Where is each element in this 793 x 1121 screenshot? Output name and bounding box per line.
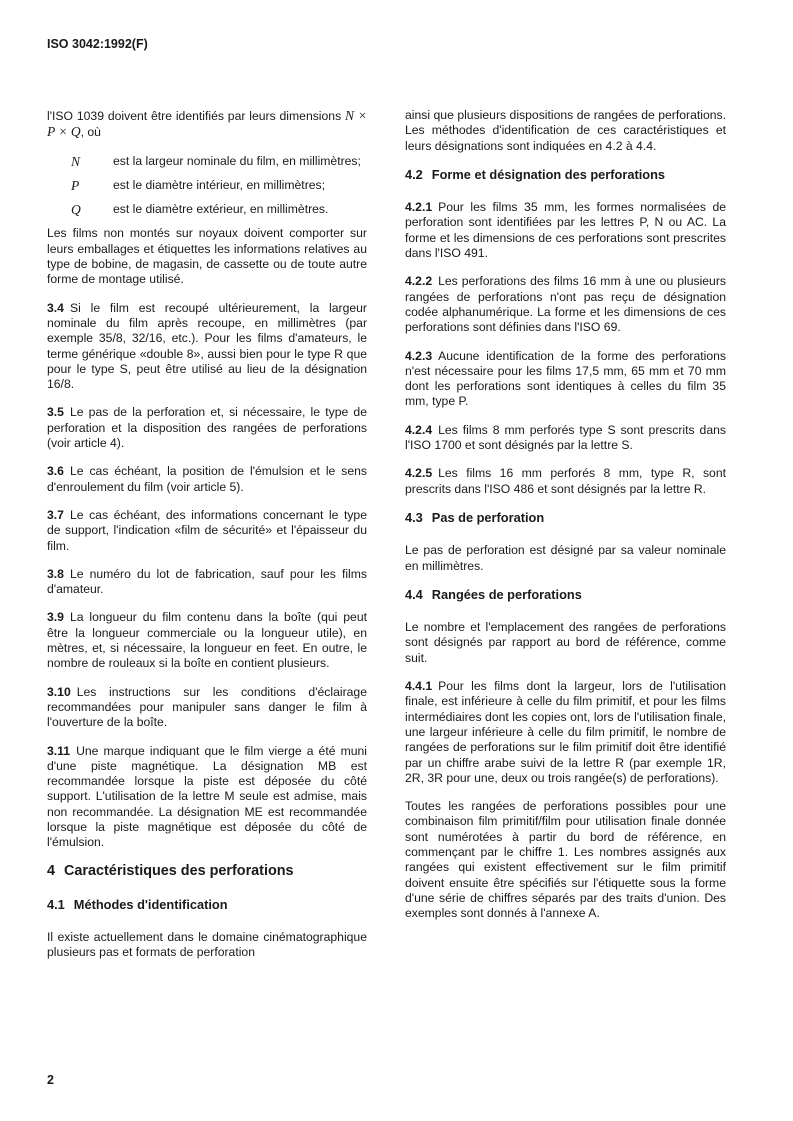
final-paragraph: Toutes les rangées de perforations possibles pour une combinaison film primitif/film pour utilisation finale donnée sont numérotées à partir du bord de référence, en commençant par le chiffre 1. Les nombres assignés aux rangées qui existent effectivement sur le film primitif doivent ensuite être spécifiés sur l'étiquette sous la forme d'une série de chiffres séparés par des traits d'union. Des exemples sont donnés à l'annexe A. bbox=[405, 799, 726, 921]
unmounted-films-paragraph: Les films non montés sur noyaux doivent comporter sur leurs emballages et étiquettes les informations relatives au type de bobine, de magasin, de cassette ou de toute autre forme de montage utilisé. bbox=[47, 226, 367, 287]
section-4-3-heading: 4.3 Pas de perforation bbox=[405, 509, 545, 525]
section-4-1-text: Il existe actuellement dans le domaine cinématographique plusieurs pas et formats de perforation bbox=[47, 930, 367, 960]
definition-text: est le diamètre intérieur, en millimètres; bbox=[113, 177, 326, 192]
clause-3-7: 3.7 Le cas échéant, des informations concernant le type de support, l'indication «film de sécurité» et l'épaisseur du film. bbox=[47, 507, 367, 553]
left-column bbox=[47, 108, 367, 974]
clause-4-2-1: 4.2.1 Pour les films 35 mm, les formes normalisées de perforation sont identifiées par les lettres P, N ou AC. La forme et les dimensions de ces perforations sont prescrites dans l'ISO 491. bbox=[405, 200, 726, 261]
clause-4-2-5: 4.2.5 Les films 16 mm perforés 8 mm, type R, sont prescrits dans l'ISO 486 et sont désignés par la lettre R. bbox=[405, 466, 726, 496]
continuation-paragraph: ainsi que plusieurs dispositions de rangées de perforations. Les méthodes d'identification de ces caractéristiques et leurs désignations sont indiquées en 4.2 à 4.4. bbox=[405, 108, 726, 153]
section-4-4-text: Le nombre et l'emplacement des rangées de perforations sont désignés par rapport au bord de référence, comme suit. bbox=[405, 620, 726, 665]
definition-symbol: P bbox=[71, 177, 80, 193]
clause-3-4: 3.4 Si le film est recoupé ultérieurement, la largeur nominale du film après recoupe, en millimètres (par exemple 35/8, 32/16, etc.). Pour les films d'amateurs, le terme générique «double 8», aussi bien pour le type R que pour le type S, peut être utilisé au lieu de la désignation 16/8. bbox=[47, 300, 367, 392]
page-number: 2 bbox=[47, 1073, 54, 1087]
clause-3-10: 3.10 Les instructions sur les conditions d'éclairage recommandées pour manipuler sans danger le film à l'ouverture de la boîte. bbox=[47, 684, 367, 730]
section-4-2-heading: 4.2 Forme et désignation des perforations bbox=[405, 166, 666, 182]
definition-row bbox=[47, 154, 367, 169]
definition-symbol: N bbox=[71, 153, 81, 169]
document-header: ISO 3042:1992(F) bbox=[47, 37, 148, 51]
clause-3-11: 3.11 Une marque indiquant que le film vierge a été muni d'une piste magnétique. La désignation MB est recommandée lorsque la piste est déposée du côté support. L'utilisation de la lettre M seule est admise, mais non recommandée. La désignation ME est recommandée lorsque la piste magnétique est déposée du côté de l'émulsion. bbox=[47, 743, 367, 850]
section-4-4-heading: 4.4 Rangées de perforations bbox=[405, 586, 582, 602]
clause-3-5: 3.5 Le pas de la perforation et, si nécessaire, le type de perforation et la disposition des rangées de perforations (voir article 4). bbox=[47, 405, 367, 451]
definition-row bbox=[47, 202, 367, 217]
definition-row bbox=[47, 178, 367, 193]
clause-3-9: 3.9 La longueur du film contenu dans la boîte (qui peut être la longueur commerciale ou la longueur utile), en mètres, et, si nécessaire, la longueur en feet. En outre, le nombre de rouleaux si la boîte en contient plusieurs. bbox=[47, 610, 367, 671]
clause-4-2-3: 4.2.3 Aucune identification de la forme des perforations n'est nécessaire pour les films 17,5 mm, 65 mm et 70 mm dont les perforations sont identiques à celles du film 35 mm, type P. bbox=[405, 348, 726, 409]
clause-4-2-2: 4.2.2 Les perforations des films 16 mm à une ou plusieurs rangées de perforations n'ont pas reçu de désignation codée alphanumérique. La forme et les dimensions de ces perforations sont définies dans l'ISO 69. bbox=[405, 274, 726, 335]
dimension-formula: N × P × Q bbox=[47, 108, 367, 140]
section-4-1-heading: 4.1 Méthodes d'identification bbox=[47, 896, 228, 912]
section-4-3-text: Le pas de perforation est désigné par sa valeur nominale en millimètres. bbox=[405, 543, 726, 573]
section-4-heading: 4 Caractéristiques des perforations bbox=[47, 862, 294, 879]
definitions-list bbox=[47, 154, 367, 218]
definition-text: est la largeur nominale du film, en millimètres; bbox=[113, 153, 361, 168]
clause-4-2-4: 4.2.4 Les films 8 mm perforés type S sont prescrits dans l'ISO 1700 et sont désignés par la lettre S. bbox=[405, 422, 726, 453]
definition-text: est le diamètre extérieur, en millimètres. bbox=[113, 202, 329, 217]
clause-4-4-1: 4.4.1 Pour les films dont la largeur, lors de l'utilisation finale, est inférieure à celle du film primitif, et pour les films intermédiaires dont les copies ont, lors de l'utilisation finale, une largeur inférieure à celle du film primitif, le nombre de rangées de perforations sur le film primitif doit être identifié par un chiffre arabe suivi de la lettre R (par exemple 1R, 2R, 3R pour une, deux ou trois rangée(s) de perforations). bbox=[405, 679, 726, 785]
definition-symbol: Q bbox=[71, 202, 81, 218]
clause-3-8: 3.8 Le numéro du lot de fabrication, sauf pour les films d'amateur. bbox=[47, 566, 367, 597]
clause-3-6: 3.6 Le cas échéant, la position de l'émulsion et le sens d'enroulement du film (voir article 5). bbox=[47, 464, 367, 494]
intro-paragraph: l'ISO 1039 doivent être identifiés par leurs dimensions N × P × Q, où bbox=[47, 108, 367, 140]
right-column bbox=[405, 108, 726, 934]
